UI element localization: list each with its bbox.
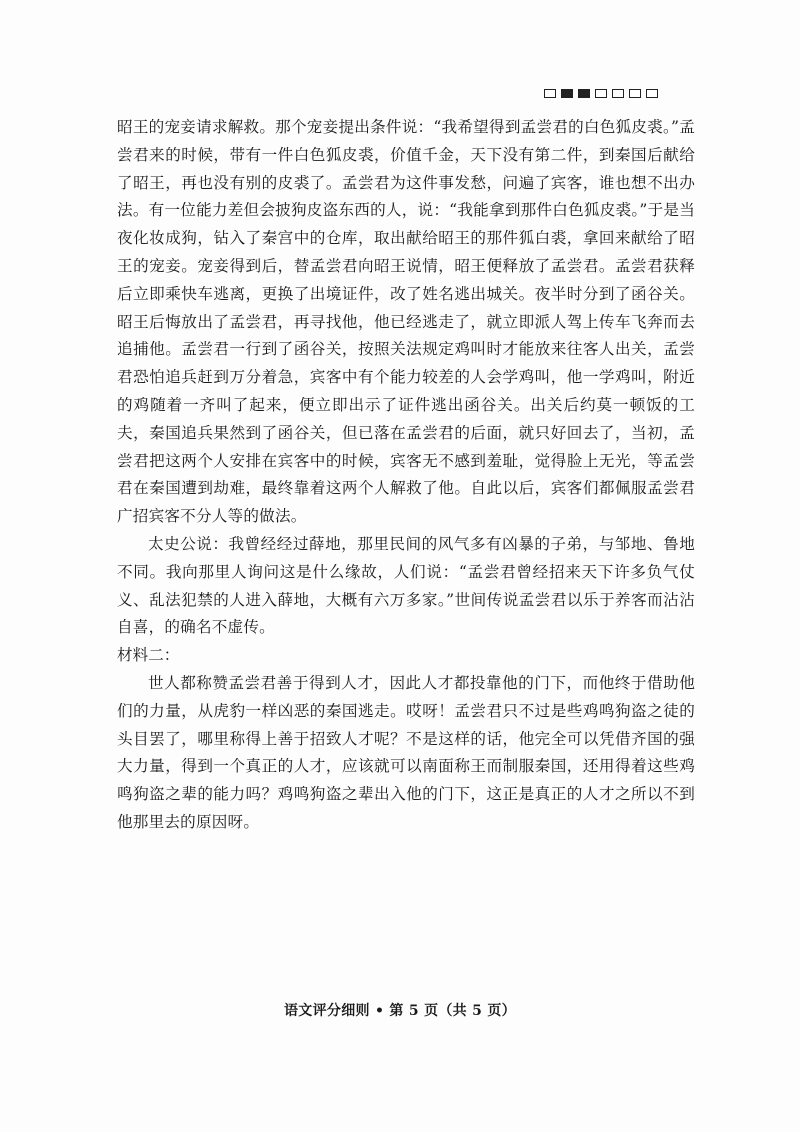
progress-mark-empty — [544, 89, 556, 98]
document-body — [117, 114, 695, 837]
paragraph-1: 昭王的宠妾请求解救。那个宠妾提出条件说：“我希望得到孟尝君的白色狐皮裘。”孟尝君来的时候，带有一件白色狐皮裘，价值千金，天下没有第二件，到秦国后献给了昭王，再也没有别的皮裘了。孟尝君为这件事发愁，问遍了宾客，谁也想不出办法。有一位能力差但会披狗皮盗东西的人，说：“我能拿到那件白色狐皮裘。”于是当夜化妆成狗，钻入了秦宫中的仓库，取出献给昭王的那件狐白裘，拿回来献给了昭王的宠妾。宠妾得到后，替孟尝君向昭王说情，昭王便释放了孟尝君。孟尝君获释后立即乘快车逃离，更换了出境证件，改了姓名逃出城关。夜半时分到了函谷关。昭王后悔放出了孟尝君，再寻找他，他已经逃走了，就立即派人驾上传车飞奔而去追捕他。孟尝君一行到了函谷关，按照关法规定鸡叫时才能放来往客人出关，孟尝君恐怕追兵赶到万分着急，宾客中有个能力较差的人会学鸡叫，他一学鸡叫，附近的鸡随着一齐叫了起来，便立即出示了证件逃出函谷关。出关后约莫一顿饭的工夫，秦国追兵果然到了函谷关，但已落在孟尝君的后面，就只好回去了，当初，孟尝君把这两个人安排在宾客中的时候，宾客无不感到羞耻，觉得脸上无光，等孟尝君在秦国遭到劫难，最终靠着这两个人解救了他。自此以后，宾客们都佩服孟尝君广招宾客不分人等的做法。 — [117, 118, 695, 526]
progress-mark-empty — [646, 89, 658, 98]
progress-mark-filled — [578, 89, 590, 98]
progress-mark-empty — [629, 89, 641, 98]
material-2-label: 材料二： — [117, 646, 180, 665]
paragraph-taishigong: 太史公说：我曾经经过薛地，那里民间的风气多有凶暴的子弟，与邹地、鲁地不同。我向那里人询问这是什么缘故，人们说：“孟尝君曾经招来天下许多负气仗义、乱法犯禁的人进入薛地，大概有六万多家。”世间传说孟尝君以乐于养客而沾沾自喜，的确名不虚传。 — [117, 534, 695, 637]
progress-mark-filled — [561, 89, 573, 98]
progress-mark-empty — [595, 89, 607, 98]
page-progress-marks — [544, 89, 658, 98]
page-footer: 语文评分细则 • 第 5 页（共 5 页） — [284, 1003, 516, 1019]
paragraph-material-2: 世人都称赞孟尝君善于得到人才，因此人才都投靠他的门下，而他终于借助他们的力量，从虎豹一样凶恶的秦国逃走。哎呀！孟尝君只不过是些鸡鸣狗盗之徒的头目罢了，哪里称得上善于招致人才呢？不是这样的话，他完全可以凭借齐国的强大力量，得到一个真正的人才，应该就可以南面称王而制服秦国，还用得着这些鸡鸣狗盗之辈的能力吗？鸡鸣狗盗之辈出入他的门下，这正是真正的人才之所以不到他那里去的原因呀。 — [117, 673, 695, 831]
progress-mark-empty — [612, 89, 624, 98]
